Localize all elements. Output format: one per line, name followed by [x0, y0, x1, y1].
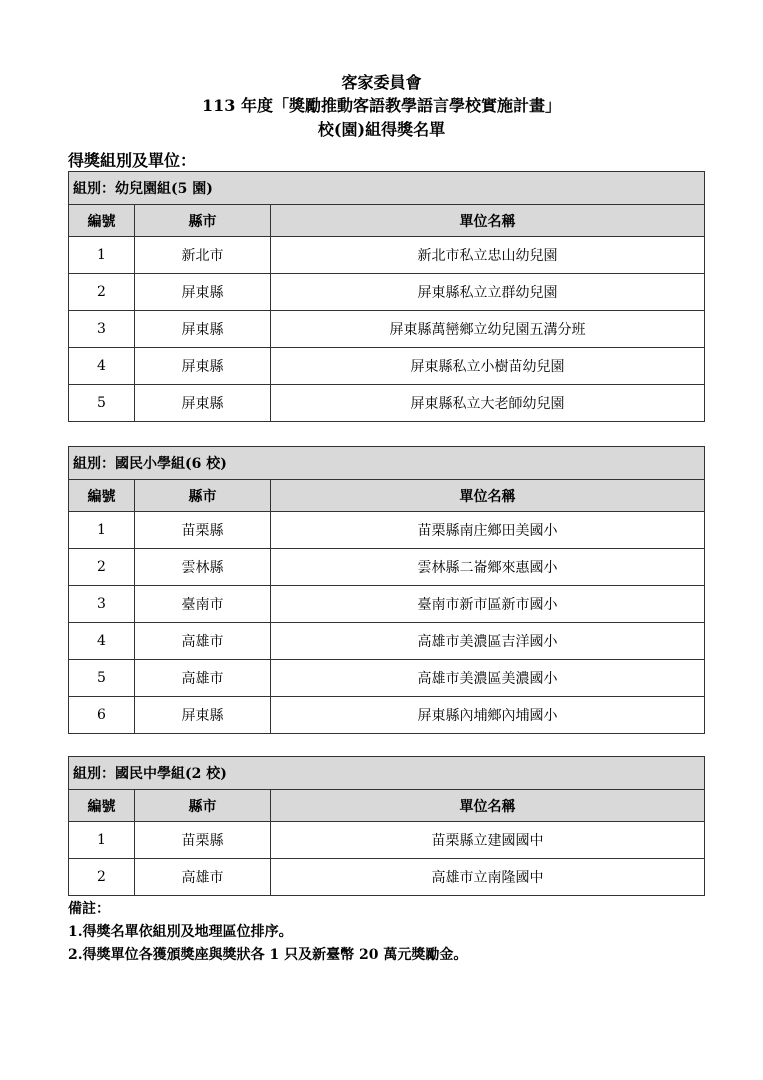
cell-no: 5 [69, 660, 135, 697]
title-list: 校(園)組得獎名單 [317, 120, 446, 139]
table-row [69, 623, 705, 660]
table-row [69, 311, 705, 348]
cell-no: 2 [69, 274, 135, 311]
cell-no: 1 [69, 822, 135, 859]
table-row [69, 660, 705, 697]
table-row [69, 348, 705, 385]
award-table-kindergarten [68, 171, 705, 422]
column-header-no: 編號 [69, 480, 135, 512]
cell-unit: 雲林縣二崙鄉來惠國小 [271, 549, 705, 586]
cell-county: 屏東縣 [135, 697, 271, 734]
cell-unit: 臺南市新市區新市國小 [271, 586, 705, 623]
cell-no: 2 [69, 859, 135, 896]
cell-county: 高雄市 [135, 859, 271, 896]
cell-unit: 屏東縣萬巒鄉立幼兒園五溝分班 [271, 311, 705, 348]
cell-no: 1 [69, 512, 135, 549]
column-header-county: 縣市 [135, 205, 271, 237]
table-row [69, 549, 705, 586]
cell-unit: 屏東縣私立小樹苗幼兒園 [271, 348, 705, 385]
cell-unit: 屏東縣內埔鄉內埔國小 [271, 697, 705, 734]
table-row [69, 859, 705, 896]
cell-unit: 高雄市美濃區吉洋國小 [271, 623, 705, 660]
cell-county: 臺南市 [135, 586, 271, 623]
cell-no: 1 [69, 237, 135, 274]
table-row [69, 385, 705, 422]
award-table-elementary [68, 446, 705, 734]
cell-county: 高雄市 [135, 660, 271, 697]
cell-no: 2 [69, 549, 135, 586]
column-header-row [69, 480, 705, 512]
note-item: 2.得獎單位各獲頒獎座與獎狀各 1 只及新臺幣 20 萬元獎勵金。 [68, 947, 468, 963]
cell-unit: 苗栗縣南庄鄉田美國小 [271, 512, 705, 549]
cell-no: 4 [69, 348, 135, 385]
cell-county: 屏東縣 [135, 311, 271, 348]
table-row [69, 586, 705, 623]
table-row [69, 512, 705, 549]
title-agency: 客家委員會 [341, 73, 422, 92]
cell-county: 雲林縣 [135, 549, 271, 586]
cell-county: 苗栗縣 [135, 512, 271, 549]
notes [68, 898, 467, 967]
group-heading: 組別：國民中學組(2 校) [69, 757, 705, 790]
cell-county: 屏東縣 [135, 385, 271, 422]
cell-no: 6 [69, 697, 135, 734]
column-header-row [69, 205, 705, 237]
cell-unit: 新北市私立忠山幼兒園 [271, 237, 705, 274]
cell-county: 屏東縣 [135, 348, 271, 385]
title-plan: 113 年度「獎勵推動客語教學語言學校實施計畫」 [202, 96, 561, 115]
cell-county: 高雄市 [135, 623, 271, 660]
table-row [69, 274, 705, 311]
column-header-unit: 單位名稱 [271, 205, 705, 237]
group-heading: 組別：國民小學組(6 校) [69, 447, 705, 480]
cell-no: 3 [69, 586, 135, 623]
column-header-no: 編號 [69, 790, 135, 822]
notes-label: 備註： [68, 901, 110, 917]
column-header-county: 縣市 [135, 790, 271, 822]
table-row [69, 237, 705, 274]
cell-county: 屏東縣 [135, 274, 271, 311]
column-header-no: 編號 [69, 205, 135, 237]
column-header-unit: 單位名稱 [271, 480, 705, 512]
cell-no: 3 [69, 311, 135, 348]
award-table-junior-high [68, 756, 705, 896]
cell-county: 新北市 [135, 237, 271, 274]
cell-no: 4 [69, 623, 135, 660]
column-header-unit: 單位名稱 [271, 790, 705, 822]
cell-unit: 苗栗縣立建國國中 [271, 822, 705, 859]
section-label: 得獎組別及單位： [68, 151, 197, 170]
table-row [69, 697, 705, 734]
cell-county: 苗栗縣 [135, 822, 271, 859]
column-header-county: 縣市 [135, 480, 271, 512]
cell-unit: 高雄市立南隆國中 [271, 859, 705, 896]
cell-unit: 高雄市美濃區美濃國小 [271, 660, 705, 697]
table-row [69, 822, 705, 859]
cell-unit: 屏東縣私立大老師幼兒園 [271, 385, 705, 422]
note-item: 1.得獎名單依組別及地理區位排序。 [68, 924, 293, 940]
cell-no: 5 [69, 385, 135, 422]
column-header-row [69, 790, 705, 822]
group-heading: 組別：幼兒園組(5 園) [69, 172, 705, 205]
cell-unit: 屏東縣私立立群幼兒園 [271, 274, 705, 311]
